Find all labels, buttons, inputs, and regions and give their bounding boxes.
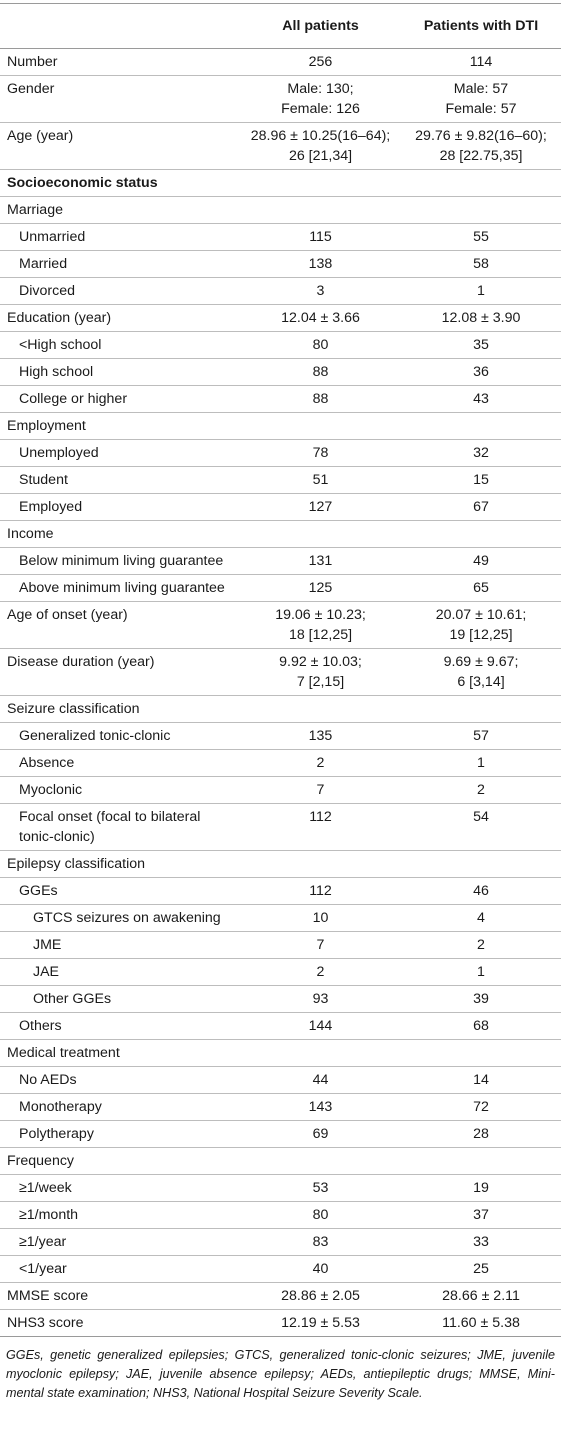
table-row (0, 932, 561, 959)
all-patients-value: 69 (240, 1121, 401, 1148)
all-patients-value: 88 (240, 359, 401, 386)
dti-patients-value: 55 (401, 224, 561, 251)
table-row (0, 851, 561, 878)
dti-patients-value: 12.08 ± 3.90 (401, 305, 561, 332)
table-row (0, 332, 561, 359)
all-patients-value: 12.19 ± 5.53 (240, 1310, 401, 1337)
all-patients-value: 40 (240, 1256, 401, 1283)
all-patients-value: 80 (240, 1202, 401, 1229)
table-footnote: GGEs, genetic generalized epilepsies; GTCS, generalized tonic-clonic seizures; JME, juvenile myoclonic epilepsy; JAE, juvenile absence epilepsy; AEDs, antiepileptic drugs; MMSE, Mini-mental state examination; NHS3, National Hospital Seizure Severity Scale. (6, 1348, 555, 1400)
dti-patients-value: 49 (401, 548, 561, 575)
header-all-patients: All patients (240, 4, 401, 49)
all-patients-value: 51 (240, 467, 401, 494)
table-row (0, 1283, 561, 1310)
dti-patients-value: 114 (401, 49, 561, 76)
all-patients-value (240, 696, 401, 723)
all-patients-value: 19.06 ± 10.23; 18 [12,25] (240, 602, 401, 649)
all-patients-value (240, 197, 401, 224)
all-patients-value: 28.86 ± 2.05 (240, 1283, 401, 1310)
all-patients-value: 3 (240, 278, 401, 305)
table-row (0, 750, 561, 777)
dti-patients-value (401, 170, 561, 197)
all-patients-value: 143 (240, 1094, 401, 1121)
row-label: Married (0, 251, 240, 278)
table-row (0, 804, 561, 851)
dti-patients-value: 1 (401, 959, 561, 986)
table-row (0, 251, 561, 278)
dti-patients-value: 15 (401, 467, 561, 494)
header-label-column (0, 4, 240, 49)
table-row (0, 696, 561, 723)
all-patients-value (240, 1148, 401, 1175)
table-row (0, 1040, 561, 1067)
header-row (0, 4, 561, 49)
all-patients-value: 144 (240, 1013, 401, 1040)
all-patients-value: 131 (240, 548, 401, 575)
dti-patients-value: 35 (401, 332, 561, 359)
row-label: No AEDs (0, 1067, 240, 1094)
table-figure (0, 3, 561, 1403)
dti-patients-value: 20.07 ± 10.61; 19 [12,25] (401, 602, 561, 649)
row-label: Medical treatment (0, 1040, 240, 1067)
dti-patients-value: 2 (401, 932, 561, 959)
row-label: Myoclonic (0, 777, 240, 804)
row-label: Unemployed (0, 440, 240, 467)
table-row (0, 278, 561, 305)
all-patients-value: 83 (240, 1229, 401, 1256)
table-row (0, 76, 561, 123)
all-patients-value: 2 (240, 750, 401, 777)
table-row (0, 602, 561, 649)
table-row (0, 905, 561, 932)
all-patients-value (240, 1040, 401, 1067)
row-label: Socioeconomic status (0, 170, 240, 197)
all-patients-value: 9.92 ± 10.03; 7 [2,15] (240, 649, 401, 696)
dti-patients-value: 4 (401, 905, 561, 932)
dti-patients-value: 19 (401, 1175, 561, 1202)
dti-patients-value (401, 696, 561, 723)
table-row (0, 521, 561, 548)
row-label: Gender (0, 76, 240, 123)
table-row (0, 224, 561, 251)
row-label: Employment (0, 413, 240, 440)
all-patients-value (240, 521, 401, 548)
dti-patients-value: 72 (401, 1094, 561, 1121)
table-row (0, 1094, 561, 1121)
dti-patients-value (401, 197, 561, 224)
row-label: Polytherapy (0, 1121, 240, 1148)
all-patients-value: 7 (240, 932, 401, 959)
dti-patients-value: 68 (401, 1013, 561, 1040)
row-label: Focal onset (focal to bilateral tonic-clonic) (0, 804, 240, 851)
row-label: Income (0, 521, 240, 548)
all-patients-value: 78 (240, 440, 401, 467)
dti-patients-value: 39 (401, 986, 561, 1013)
row-label: Epilepsy classification (0, 851, 240, 878)
table-row (0, 440, 561, 467)
all-patients-value: 88 (240, 386, 401, 413)
table-row (0, 1013, 561, 1040)
section-row (0, 170, 561, 197)
row-label: High school (0, 359, 240, 386)
all-patients-value (240, 413, 401, 440)
table-row (0, 123, 561, 170)
row-label: <High school (0, 332, 240, 359)
row-label: Absence (0, 750, 240, 777)
all-patients-value (240, 170, 401, 197)
table-row (0, 959, 561, 986)
table-body (0, 49, 561, 1337)
row-label: Age (year) (0, 123, 240, 170)
table-row (0, 305, 561, 332)
all-patients-value: 256 (240, 49, 401, 76)
all-patients-value: 138 (240, 251, 401, 278)
dti-patients-value: 43 (401, 386, 561, 413)
row-label: <1/year (0, 1256, 240, 1283)
row-label: Above minimum living guarantee (0, 575, 240, 602)
all-patients-value: 112 (240, 804, 401, 851)
row-label: ≥1/month (0, 1202, 240, 1229)
all-patients-value: Male: 130; Female: 126 (240, 76, 401, 123)
dti-patients-value: 57 (401, 723, 561, 750)
row-label: GTCS seizures on awakening (0, 905, 240, 932)
table-row (0, 777, 561, 804)
header-patients-with-dti: Patients with DTI (401, 4, 561, 49)
table-row (0, 413, 561, 440)
row-label: JAE (0, 959, 240, 986)
table-row (0, 878, 561, 905)
dti-patients-value: 36 (401, 359, 561, 386)
dti-patients-value: 11.60 ± 5.38 (401, 1310, 561, 1337)
table-row (0, 49, 561, 76)
all-patients-value: 28.96 ± 10.25(16–64); 26 [21,34] (240, 123, 401, 170)
dti-patients-value: 37 (401, 1202, 561, 1229)
table-row (0, 197, 561, 224)
dti-patients-value: 29.76 ± 9.82(16–60); 28 [22.75,35] (401, 123, 561, 170)
table-row (0, 1175, 561, 1202)
row-label: Others (0, 1013, 240, 1040)
all-patients-value: 80 (240, 332, 401, 359)
all-patients-value: 44 (240, 1067, 401, 1094)
row-label: ≥1/week (0, 1175, 240, 1202)
row-label: Divorced (0, 278, 240, 305)
table-row (0, 548, 561, 575)
row-label: Other GGEs (0, 986, 240, 1013)
demographics-table (0, 3, 561, 1337)
dti-patients-value (401, 851, 561, 878)
all-patients-value: 12.04 ± 3.66 (240, 305, 401, 332)
dti-patients-value: 2 (401, 777, 561, 804)
table-row (0, 1256, 561, 1283)
dti-patients-value: 67 (401, 494, 561, 521)
table-row (0, 1148, 561, 1175)
dti-patients-value: Male: 57 Female: 57 (401, 76, 561, 123)
dti-patients-value: 33 (401, 1229, 561, 1256)
dti-patients-value: 1 (401, 278, 561, 305)
table-row (0, 575, 561, 602)
table-row (0, 1229, 561, 1256)
dti-patients-value: 46 (401, 878, 561, 905)
dti-patients-value (401, 1040, 561, 1067)
dti-patients-value (401, 521, 561, 548)
dti-patients-value: 28.66 ± 2.11 (401, 1283, 561, 1310)
row-label: JME (0, 932, 240, 959)
all-patients-value: 115 (240, 224, 401, 251)
table-row (0, 494, 561, 521)
row-label: Number (0, 49, 240, 76)
dti-patients-value: 25 (401, 1256, 561, 1283)
all-patients-value: 112 (240, 878, 401, 905)
row-label: Monotherapy (0, 1094, 240, 1121)
table-row (0, 986, 561, 1013)
row-label: NHS3 score (0, 1310, 240, 1337)
dti-patients-value: 65 (401, 575, 561, 602)
table-row (0, 386, 561, 413)
row-label: Seizure classification (0, 696, 240, 723)
table-row (0, 1067, 561, 1094)
row-label: Age of onset (year) (0, 602, 240, 649)
row-label: College or higher (0, 386, 240, 413)
row-label: GGEs (0, 878, 240, 905)
table-row (0, 467, 561, 494)
dti-patients-value: 9.69 ± 9.67; 6 [3,14] (401, 649, 561, 696)
dti-patients-value (401, 1148, 561, 1175)
all-patients-value: 127 (240, 494, 401, 521)
table-row (0, 723, 561, 750)
all-patients-value (240, 851, 401, 878)
table-header (0, 4, 561, 49)
row-label: Unmarried (0, 224, 240, 251)
row-label: Frequency (0, 1148, 240, 1175)
dti-patients-value: 58 (401, 251, 561, 278)
dti-patients-value: 28 (401, 1121, 561, 1148)
row-label: MMSE score (0, 1283, 240, 1310)
all-patients-value: 125 (240, 575, 401, 602)
dti-patients-value: 54 (401, 804, 561, 851)
all-patients-value: 10 (240, 905, 401, 932)
row-label: Student (0, 467, 240, 494)
row-label: Employed (0, 494, 240, 521)
dti-patients-value: 14 (401, 1067, 561, 1094)
table-row (0, 1202, 561, 1229)
row-label: Generalized tonic-clonic (0, 723, 240, 750)
all-patients-value: 7 (240, 777, 401, 804)
row-label: Marriage (0, 197, 240, 224)
all-patients-value: 93 (240, 986, 401, 1013)
dti-patients-value: 1 (401, 750, 561, 777)
row-label: ≥1/year (0, 1229, 240, 1256)
all-patients-value: 135 (240, 723, 401, 750)
table-row (0, 1310, 561, 1337)
all-patients-value: 2 (240, 959, 401, 986)
row-label: Below minimum living guarantee (0, 548, 240, 575)
all-patients-value: 53 (240, 1175, 401, 1202)
row-label: Disease duration (year) (0, 649, 240, 696)
table-row (0, 359, 561, 386)
row-label: Education (year) (0, 305, 240, 332)
dti-patients-value: 32 (401, 440, 561, 467)
dti-patients-value (401, 413, 561, 440)
table-row (0, 649, 561, 696)
table-row (0, 1121, 561, 1148)
